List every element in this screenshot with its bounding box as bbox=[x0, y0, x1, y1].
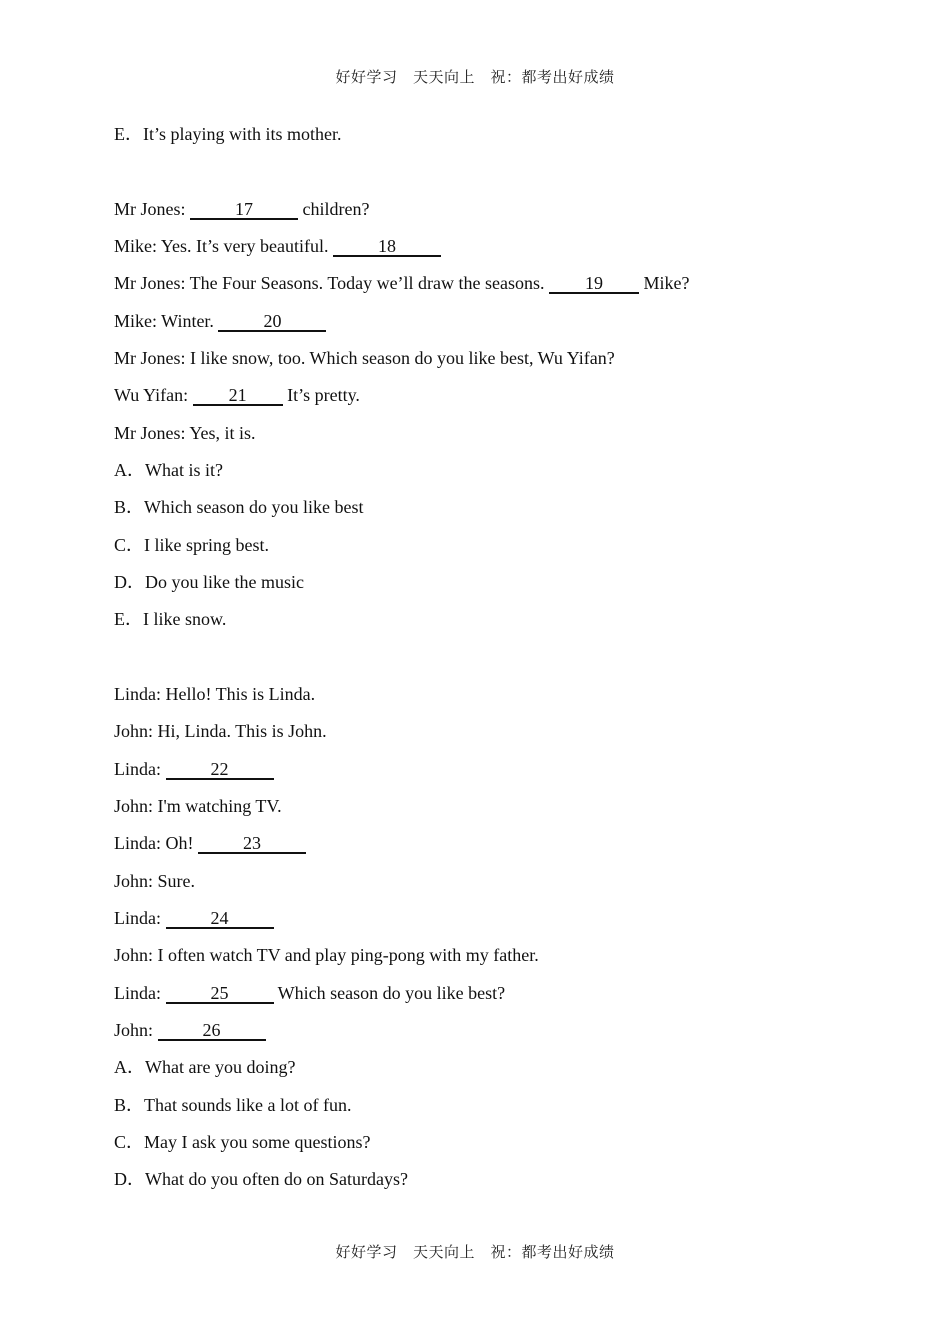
dialogue-text: Linda: bbox=[114, 908, 166, 928]
page-footer: 好好学习 天天向上 祝：都考出好成绩 bbox=[335, 1243, 615, 1261]
dialogue-line bbox=[114, 384, 360, 406]
answer-blank-19: 19 bbox=[549, 273, 640, 293]
dialogue-line bbox=[114, 1019, 266, 1041]
dialogue-text: Mike: Yes. It’s very beautiful. bbox=[114, 236, 333, 256]
dialogue-text: John: bbox=[114, 1020, 158, 1040]
option-a: A．What are you doing? bbox=[114, 1057, 296, 1077]
dialogue-line bbox=[114, 272, 690, 294]
dialogue-text: children? bbox=[298, 199, 370, 219]
dialogue-line bbox=[114, 832, 306, 854]
dialogue-line: Linda: Hello! This is Linda. bbox=[114, 684, 316, 704]
dialogue-text: It’s pretty. bbox=[282, 385, 360, 405]
option-e: E．It’s playing with its mother. bbox=[114, 124, 342, 144]
dialogue-text: Linda: Oh! bbox=[114, 833, 198, 853]
answer-blank-21: 21 bbox=[192, 385, 283, 405]
answer-blank-20: 20 bbox=[218, 311, 327, 331]
answer-blank-24: 24 bbox=[165, 908, 274, 928]
option-d: D．Do you like the music bbox=[114, 572, 304, 592]
dialogue-text: Mike: Winter. bbox=[114, 311, 219, 331]
dialogue-text: Mr Jones: The Four Seasons. Today we’ll draw the seasons. bbox=[114, 273, 550, 293]
dialogue-text: Linda: bbox=[114, 983, 166, 1003]
option-e: E．I like snow. bbox=[114, 609, 227, 629]
dialogue-text: Which season do you like best? bbox=[273, 983, 506, 1003]
answer-blank-26: 26 bbox=[157, 1020, 266, 1040]
answer-blank-18: 18 bbox=[332, 236, 441, 256]
dialogue-line bbox=[114, 758, 274, 780]
option-b: B．Which season do you like best bbox=[114, 497, 364, 517]
dialogue-line: Mr Jones: Yes, it is. bbox=[114, 423, 256, 443]
dialogue-line: John: I often watch TV and play ping-pong with my father. bbox=[114, 945, 539, 965]
dialogue-line bbox=[114, 907, 274, 929]
dialogue-text: Linda: bbox=[114, 759, 166, 779]
option-c: C．May I ask you some questions? bbox=[114, 1132, 371, 1152]
option-c: C．I like spring best. bbox=[114, 535, 269, 555]
dialogue-line: John: Hi, Linda. This is John. bbox=[114, 721, 327, 741]
dialogue-line bbox=[114, 310, 326, 332]
dialogue-line: John: I'm watching TV. bbox=[114, 796, 282, 816]
answer-blank-25: 25 bbox=[165, 983, 274, 1003]
dialogue-line: John: Sure. bbox=[114, 871, 195, 891]
dialogue-line bbox=[114, 982, 505, 1004]
dialogue-line: Mr Jones: I like snow, too. Which season do you like best, Wu Yifan? bbox=[114, 348, 615, 368]
dialogue-text: Mike? bbox=[639, 273, 690, 293]
answer-blank-17: 17 bbox=[190, 199, 298, 219]
page-header: 好好学习 天天向上 祝：都考出好成绩 bbox=[335, 68, 615, 86]
option-a: A．What is it? bbox=[114, 460, 223, 480]
option-b: B．That sounds like a lot of fun. bbox=[114, 1095, 352, 1115]
answer-blank-23: 23 bbox=[197, 833, 306, 853]
dialogue-line bbox=[114, 235, 441, 257]
dialogue-text: Wu Yifan: bbox=[114, 385, 193, 405]
answer-blank-22: 22 bbox=[165, 759, 274, 779]
option-d: D．What do you often do on Saturdays? bbox=[114, 1169, 408, 1189]
dialogue-text: Mr Jones: bbox=[114, 199, 190, 219]
dialogue-line bbox=[114, 198, 369, 220]
